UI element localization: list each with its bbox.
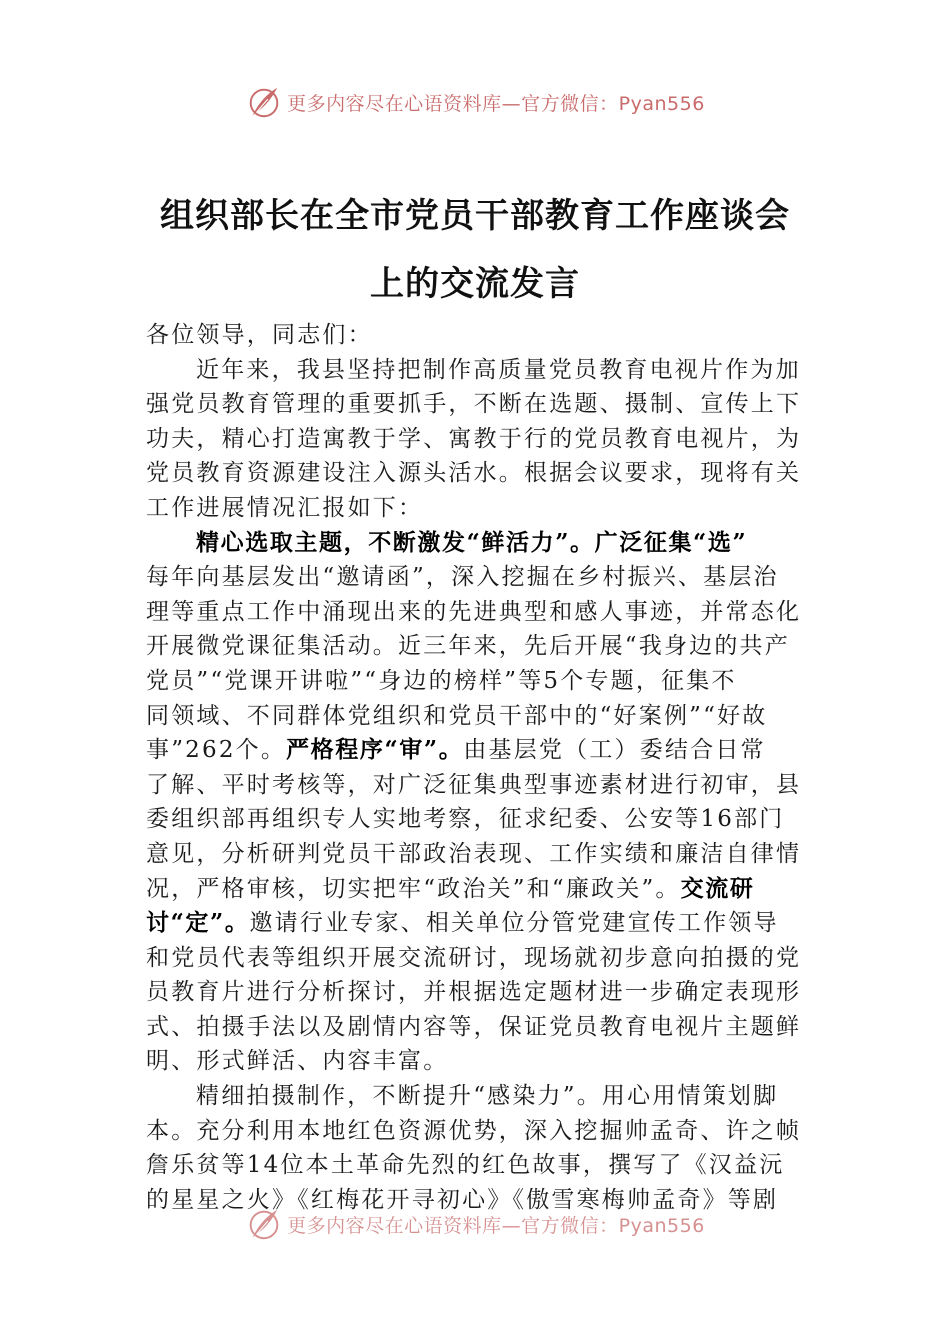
body-line: 式、拍摄手法以及剧情内容等，保证党员教育电视片主题鲜 bbox=[146, 1013, 802, 1040]
body-line: 强党员教育管理的重要抓手，不断在选题、摄制、宣传上下 bbox=[146, 391, 802, 418]
watermark-text: 更多内容尽在心语资料库—官方微信：Pyan556 bbox=[287, 92, 705, 115]
section-heading: 精心选取主题，不断激发“鲜活力”。广泛征集“选” bbox=[196, 528, 748, 556]
body-line: 功夫，精心打造寓教于学、寓教于行的党员教育电视片，为 bbox=[146, 425, 802, 452]
salutation: 各位领导，同志们： bbox=[146, 322, 373, 348]
body-line: 每年向基层发出“邀请函”，深入挖掘在乡村振兴、基层治 bbox=[146, 564, 779, 591]
body-line: 近年来，我县坚持把制作高质量党员教育电视片作为加 bbox=[196, 356, 801, 383]
body-segment: 况，严格审核，切实把牢“政治关”和“廉政关”。 bbox=[146, 875, 681, 902]
body-line: 同领域、不同群体党组织和党员干部中的“好案例”“好故 bbox=[146, 702, 768, 729]
section-heading: 精细拍摄制作，不断提升“感染力”。用心用情策划脚 bbox=[196, 1083, 779, 1110]
body-line: 员教育片进行分析探讨，并根据选定题材进一步确定表现形 bbox=[146, 979, 802, 1006]
body-line: 理等重点工作中涌现出来的先进典型和感人事迹，并常态化 bbox=[146, 598, 802, 625]
body-line bbox=[146, 906, 806, 941]
body-line: 詹乐贫等14位本土革命先烈的红色故事，撰写了《汉益沅 bbox=[146, 1152, 785, 1179]
inline-heading: 讨“定”。 bbox=[146, 909, 250, 937]
body-line: 意见，分析研判党员干部政治表现、工作实绩和廉洁自律情 bbox=[146, 840, 802, 867]
inline-heading: 严格程序“审”。 bbox=[286, 736, 464, 764]
body-segment: 由基层党（工）委结合日常 bbox=[463, 737, 766, 764]
document-title bbox=[130, 182, 820, 318]
body-segment: 邀请行业专家、相关单位分管党建宣传工作领导 bbox=[249, 910, 779, 937]
body-line: 和党员代表等组织开展交流研讨，现场就初步意向拍摄的党 bbox=[146, 944, 802, 971]
title-line-2: 上的交流发言 bbox=[370, 264, 580, 304]
footer-watermark bbox=[0, 1204, 950, 1244]
body-line: 明、形式鲜活、内容丰富。 bbox=[146, 1048, 449, 1075]
body-line bbox=[146, 733, 806, 768]
feather-pen-logo-icon bbox=[245, 1205, 283, 1243]
title-line-1: 组织部长在全市党员干部教育工作座谈会 bbox=[160, 196, 790, 236]
feather-pen-logo-icon bbox=[245, 83, 283, 121]
body-line: 开展微党课征集活动。近三年来，先后开展“我身边的共产 bbox=[146, 633, 790, 660]
watermark-text: 更多内容尽在心语资料库—官方微信：Pyan556 bbox=[287, 1214, 705, 1237]
body-line: 了解、平时考核等，对广泛征集典型事迹素材进行初审，县 bbox=[146, 771, 802, 798]
body-segment: 事”262个。 bbox=[146, 737, 287, 764]
body-line bbox=[146, 872, 806, 907]
document-body bbox=[146, 318, 806, 1217]
header-watermark bbox=[0, 82, 950, 122]
body-line: 的星星之火》《红梅花开寻初心》《傲雪寒梅帅孟奇》等剧 bbox=[146, 1186, 779, 1213]
body-line: 委组织部再组织专人实地考察，征求纪委、公安等16部门 bbox=[146, 806, 785, 833]
body-line: 本。充分利用本地红色资源优势，深入挖掘帅孟奇、许之帧 bbox=[146, 1117, 802, 1144]
body-line: 工作进展情况汇报如下： bbox=[146, 494, 424, 521]
body-line: 党员”“党课开讲啦”“身边的榜样”等5个专题，征集不 bbox=[146, 667, 737, 694]
body-line: 党员教育资源建设注入源头活水。根据会议要求，现将有关 bbox=[146, 460, 802, 487]
inline-heading: 交流研 bbox=[680, 874, 755, 902]
